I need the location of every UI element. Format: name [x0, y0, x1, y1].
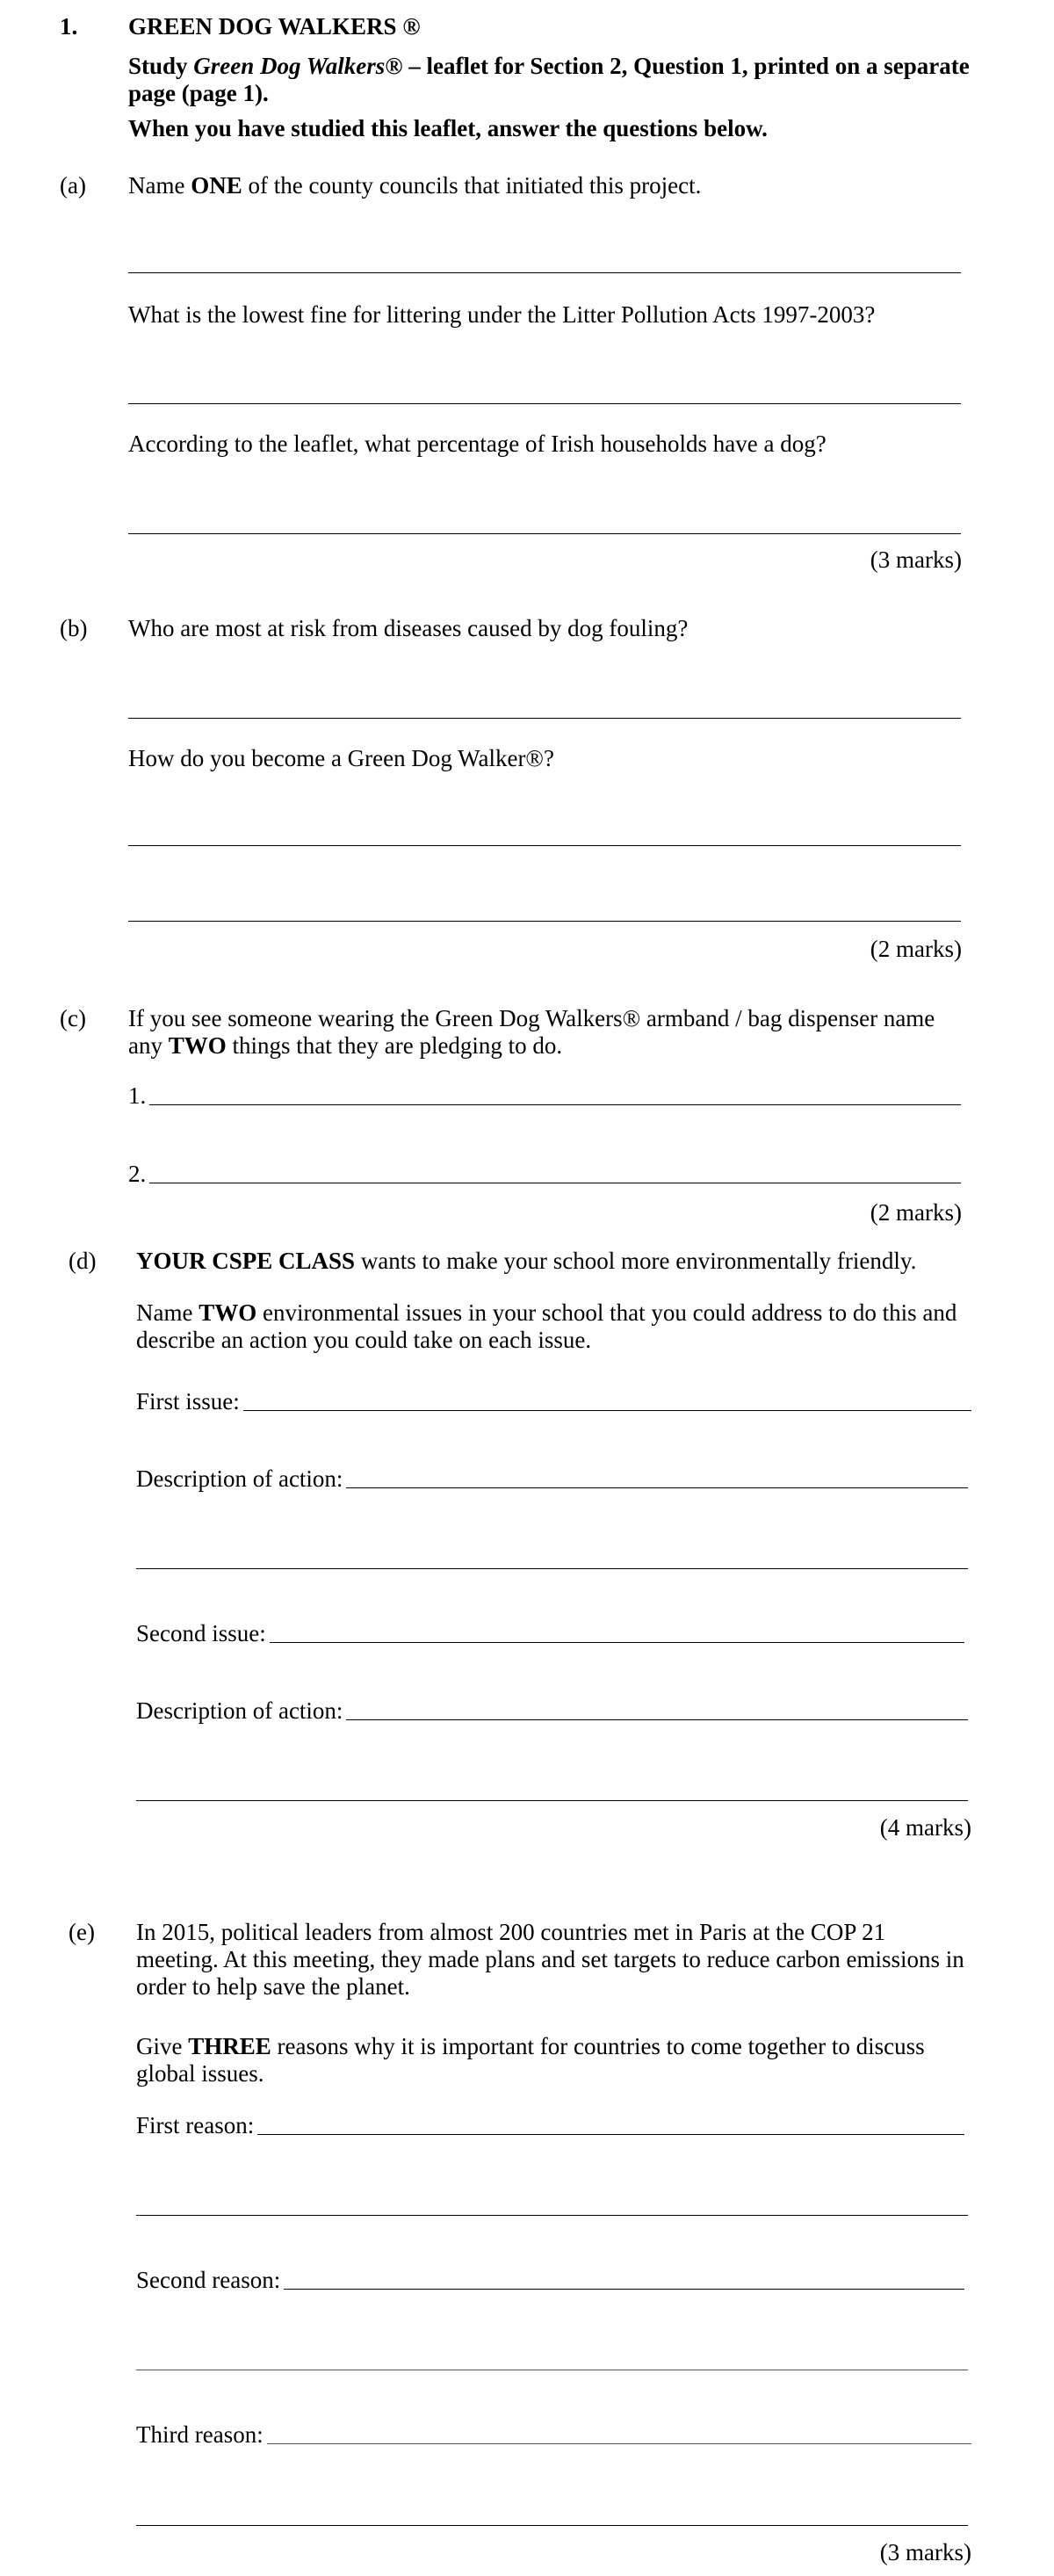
question-number: 1. — [60, 13, 78, 40]
part-a-question-1 — [128, 172, 701, 199]
part-a-marks: (3 marks) — [870, 546, 962, 573]
answer-line-a2[interactable] — [128, 403, 961, 404]
intro-suffix: ® – leaflet for Section 2, Question 1, printed on a separate page (page 1). — [128, 53, 970, 106]
part-e-question — [136, 2033, 966, 2088]
answer-line-a3[interactable] — [128, 533, 961, 534]
question-title: GREEN DOG WALKERS ® — [128, 13, 421, 40]
pledge-item-2-label: 2. — [128, 1161, 147, 1187]
first-issue-row — [136, 1388, 971, 1415]
part-e-marks: (3 marks) — [879, 2539, 971, 2565]
part-c-q-post: things that they are pledging to do. — [226, 1032, 563, 1059]
part-c-marks: (2 marks) — [870, 1199, 962, 1226]
part-a-label: (a) — [60, 172, 86, 199]
part-b-question-2: How do you become a Green Dog Walker®? — [128, 745, 554, 771]
part-c-q-pre: If you see someone wearing the Green Dog Walkers® armband / bag dispenser name any — [128, 1005, 935, 1059]
second-issue-line[interactable] — [270, 1642, 964, 1643]
question-instruction: When you have studied this leaflet, answer the questions below. — [128, 115, 768, 141]
part-d-q-pre: Name — [136, 1299, 199, 1326]
part-d-label: (d) — [69, 1248, 97, 1274]
description-2-label: Description of action: — [136, 1697, 343, 1724]
pledge-item-1 — [128, 1082, 961, 1110]
part-c-q-bold: TWO — [168, 1032, 227, 1059]
second-issue-row — [136, 1620, 964, 1647]
answer-line-a1[interactable] — [128, 272, 961, 273]
description-2-line[interactable] — [346, 1719, 968, 1720]
part-b-label: (b) — [60, 615, 88, 641]
answer-line-b1[interactable] — [128, 718, 961, 719]
part-c-label: (c) — [60, 1005, 86, 1031]
answer-line-b2[interactable] — [128, 845, 961, 846]
description-1-row — [136, 1465, 968, 1493]
part-e-q-post: reasons why it is important for countries to come together to discuss global issues. — [136, 2033, 925, 2087]
part-b-question-1: Who are most at risk from diseases caused by dog fouling? — [128, 615, 689, 641]
part-d-q-post: environmental issues in your school that you could address to do this and describe an action you could take on each issue. — [136, 1299, 957, 1353]
pledge-item-1-label: 1. — [128, 1082, 147, 1109]
first-reason-line[interactable] — [257, 2134, 964, 2135]
pledge-item-1-line[interactable] — [149, 1104, 961, 1105]
pledge-item-2 — [128, 1161, 961, 1188]
third-reason-line[interactable] — [267, 2443, 971, 2444]
question-intro — [128, 53, 998, 107]
first-issue-label: First issue: — [136, 1388, 240, 1415]
part-d-marks: (4 marks) — [879, 1814, 971, 1841]
first-reason-row — [136, 2112, 964, 2139]
description-2-row — [136, 1697, 968, 1725]
second-issue-label: Second issue: — [136, 1620, 266, 1646]
description-1-label: Description of action: — [136, 1465, 343, 1492]
part-a-question-2: What is the lowest fine for littering under the Litter Pollution Acts 1997-2003? — [128, 301, 876, 328]
answer-line-b3[interactable] — [128, 921, 961, 922]
part-e-context: In 2015, political leaders from almost 200 countries met in Paris at the COP 21 meeting. At this meeting, they made plans and set targets to reduce carbon emissions in order to help save the planet. — [136, 1919, 964, 2000]
part-d-intro-post: wants to make your school more environmentally friendly. — [355, 1248, 917, 1274]
part-a-q1-pre: Name — [128, 172, 191, 199]
part-d-intro — [136, 1248, 916, 1275]
first-issue-line[interactable] — [243, 1410, 971, 1411]
part-a-question-3: According to the leaflet, what percentage of Irish households have a dog? — [128, 431, 827, 457]
part-d-question — [136, 1299, 971, 1354]
intro-prefix: Study — [128, 53, 194, 79]
answer-line-d-desc1-extra[interactable] — [136, 1568, 968, 1569]
leaflet-name: Green Dog Walkers — [193, 53, 386, 79]
part-d-q-bold: TWO — [199, 1299, 257, 1326]
part-d-intro-bold: YOUR CSPE CLASS — [136, 1248, 356, 1274]
part-b-marks: (2 marks) — [870, 936, 962, 962]
part-e-q-bold: THREE — [188, 2033, 271, 2059]
second-reason-label: Second reason: — [136, 2267, 281, 2293]
answer-line-e1-extra[interactable] — [136, 2215, 968, 2216]
first-reason-label: First reason: — [136, 2112, 255, 2138]
third-reason-label: Third reason: — [136, 2421, 264, 2448]
part-e-q-pre: Give — [136, 2033, 189, 2059]
part-a-q1-post: of the county councils that initiated this project. — [242, 172, 702, 199]
second-reason-line[interactable] — [284, 2289, 964, 2290]
third-reason-row — [136, 2421, 971, 2449]
second-reason-row — [136, 2267, 964, 2294]
answer-line-d-desc2-extra[interactable] — [136, 1800, 968, 1801]
part-e-label: (e) — [69, 1919, 95, 1945]
description-1-line[interactable] — [346, 1487, 968, 1488]
answer-line-e3-extra[interactable] — [136, 2525, 968, 2526]
part-a-q1-bold: ONE — [191, 172, 242, 199]
part-c-question — [128, 1005, 961, 1060]
